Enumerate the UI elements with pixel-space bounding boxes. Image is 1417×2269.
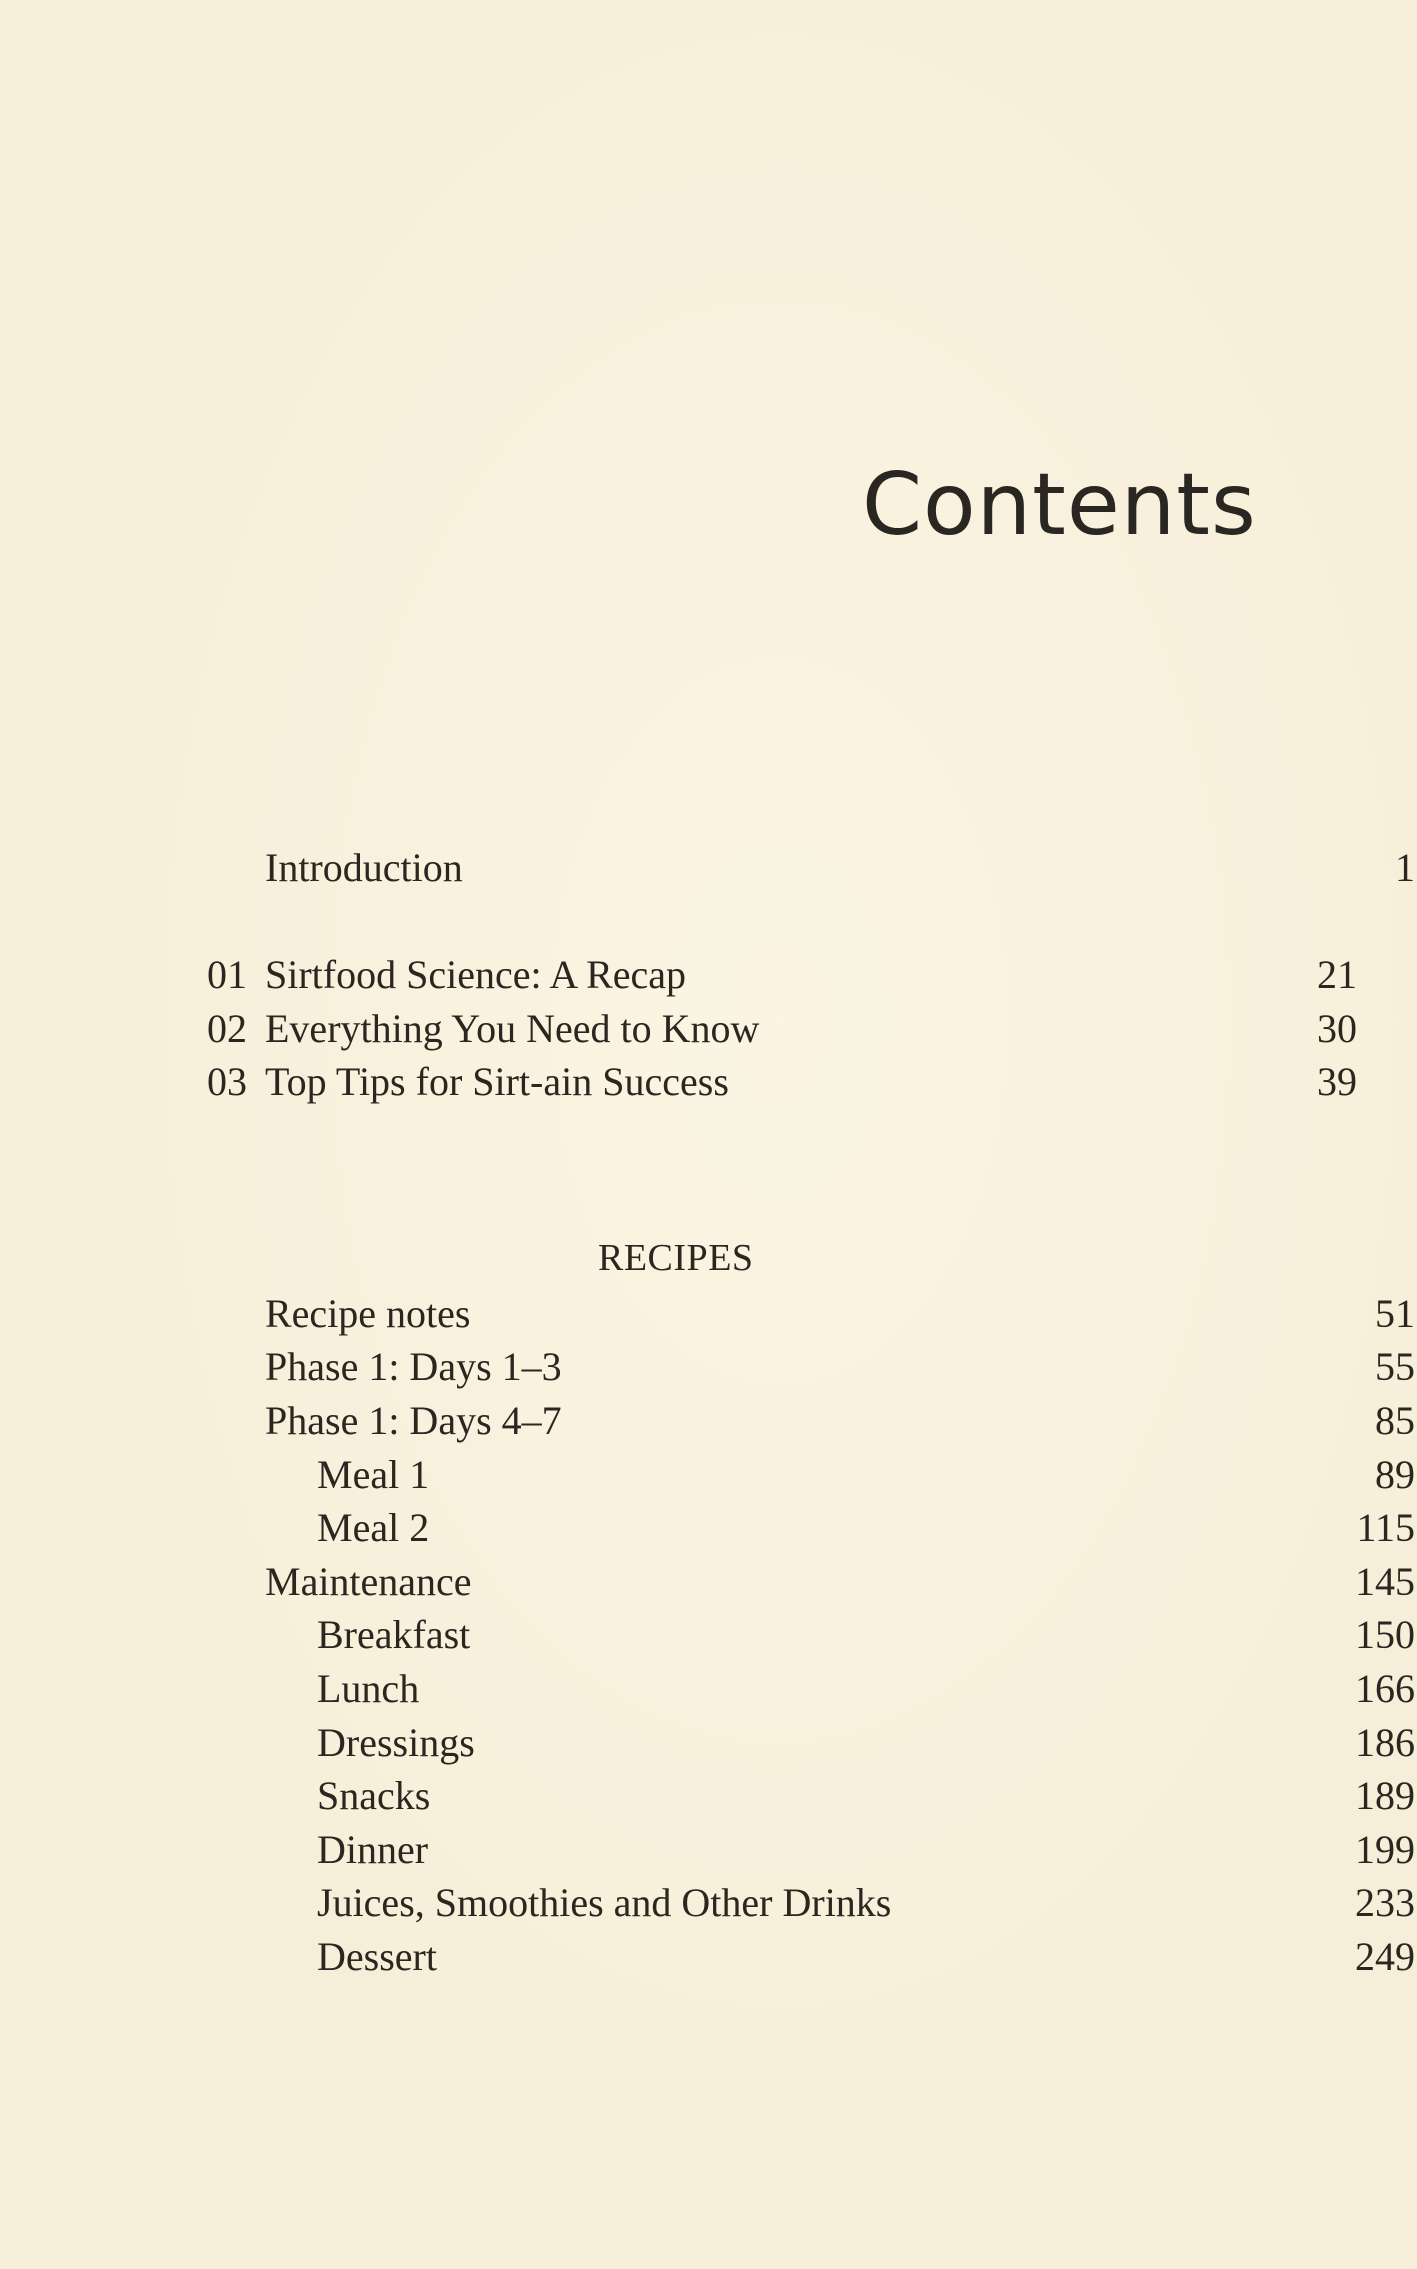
toc-chapter-03 <box>207 1055 1357 1109</box>
toc-entry-page: 249 <box>1355 1934 1415 1979</box>
toc-entry-page: 145 <box>1355 1559 1415 1604</box>
toc-entry-label: Dinner <box>317 1827 429 1872</box>
toc-entry-introduction <box>265 841 1415 895</box>
toc-entry-page: 199 <box>1355 1827 1415 1872</box>
toc-entry-label: Dressings <box>317 1720 475 1765</box>
toc-entry-page: 150 <box>1355 1612 1415 1657</box>
toc-entry-page: 233 <box>1355 1880 1415 1925</box>
toc-entry-page: 166 <box>1355 1666 1415 1711</box>
toc-entry-page: 55 <box>1375 1344 1415 1389</box>
toc-entry-label: Top Tips for Sirt-ain Success <box>265 1059 729 1104</box>
toc-entry-label: Breakfast <box>317 1612 471 1657</box>
toc-entry-label: Juices, Smoothies and Other Drinks <box>317 1880 892 1925</box>
toc-entry-label: Recipe notes <box>265 1291 471 1336</box>
page-title: Contents <box>862 455 1257 555</box>
chapter-number: 01 <box>207 952 247 997</box>
toc-chapter-01 <box>207 948 1357 1002</box>
toc-recipe-entry <box>265 1340 1415 1394</box>
toc-entry-label: Sirtfood Science: A Recap <box>265 952 687 997</box>
toc-entry-page: 39 <box>1317 1059 1357 1104</box>
chapter-number: 03 <box>207 1059 247 1104</box>
toc-chapter-02 <box>207 1002 1357 1056</box>
toc-entry-page: 189 <box>1355 1773 1415 1818</box>
toc-entry-label: Meal 1 <box>317 1452 430 1497</box>
toc-entry-page: 89 <box>1375 1452 1415 1497</box>
toc-entry-label: Lunch <box>317 1666 420 1711</box>
toc-entry-page: 30 <box>1317 1006 1357 1051</box>
toc-entry-label: Snacks <box>317 1773 431 1818</box>
recipes-heading: RECIPES <box>598 1237 754 1279</box>
toc-recipe-subentry <box>265 1662 1415 1716</box>
toc-entry-label: Phase 1: Days 1–3 <box>265 1344 562 1389</box>
toc-recipe-entry <box>265 1394 1415 1448</box>
toc-entry-label: Meal 2 <box>317 1505 430 1550</box>
toc-recipe-subentry <box>265 1769 1415 1823</box>
toc-recipe-subentry <box>265 1876 1415 1930</box>
toc-entry-page: 186 <box>1355 1720 1415 1765</box>
toc-recipe-subentry <box>265 1823 1415 1877</box>
toc-entry-label: Phase 1: Days 4–7 <box>265 1398 562 1443</box>
toc-entry-label: Introduction <box>265 845 463 890</box>
toc-recipe-subentry <box>265 1448 1415 1502</box>
toc-entry-page: 21 <box>1317 952 1357 997</box>
toc-entry-page: 51 <box>1375 1291 1415 1336</box>
toc-entry-label: Dessert <box>317 1934 437 1979</box>
toc-recipe-subentry <box>265 1501 1415 1555</box>
toc-recipe-subentry <box>265 1930 1415 1984</box>
toc-entry-page: 1 <box>1395 845 1415 890</box>
toc-recipe-subentry <box>265 1608 1415 1662</box>
toc-entry-page: 115 <box>1356 1505 1415 1550</box>
toc-recipe-entry <box>265 1555 1415 1609</box>
toc-recipe-entry <box>265 1287 1415 1341</box>
toc-entry-label: Everything You Need to Know <box>265 1006 760 1051</box>
chapter-number: 02 <box>207 1006 247 1051</box>
toc-recipe-subentry <box>265 1716 1415 1770</box>
toc-entry-label: Maintenance <box>265 1559 472 1604</box>
toc-entry-page: 85 <box>1375 1398 1415 1443</box>
